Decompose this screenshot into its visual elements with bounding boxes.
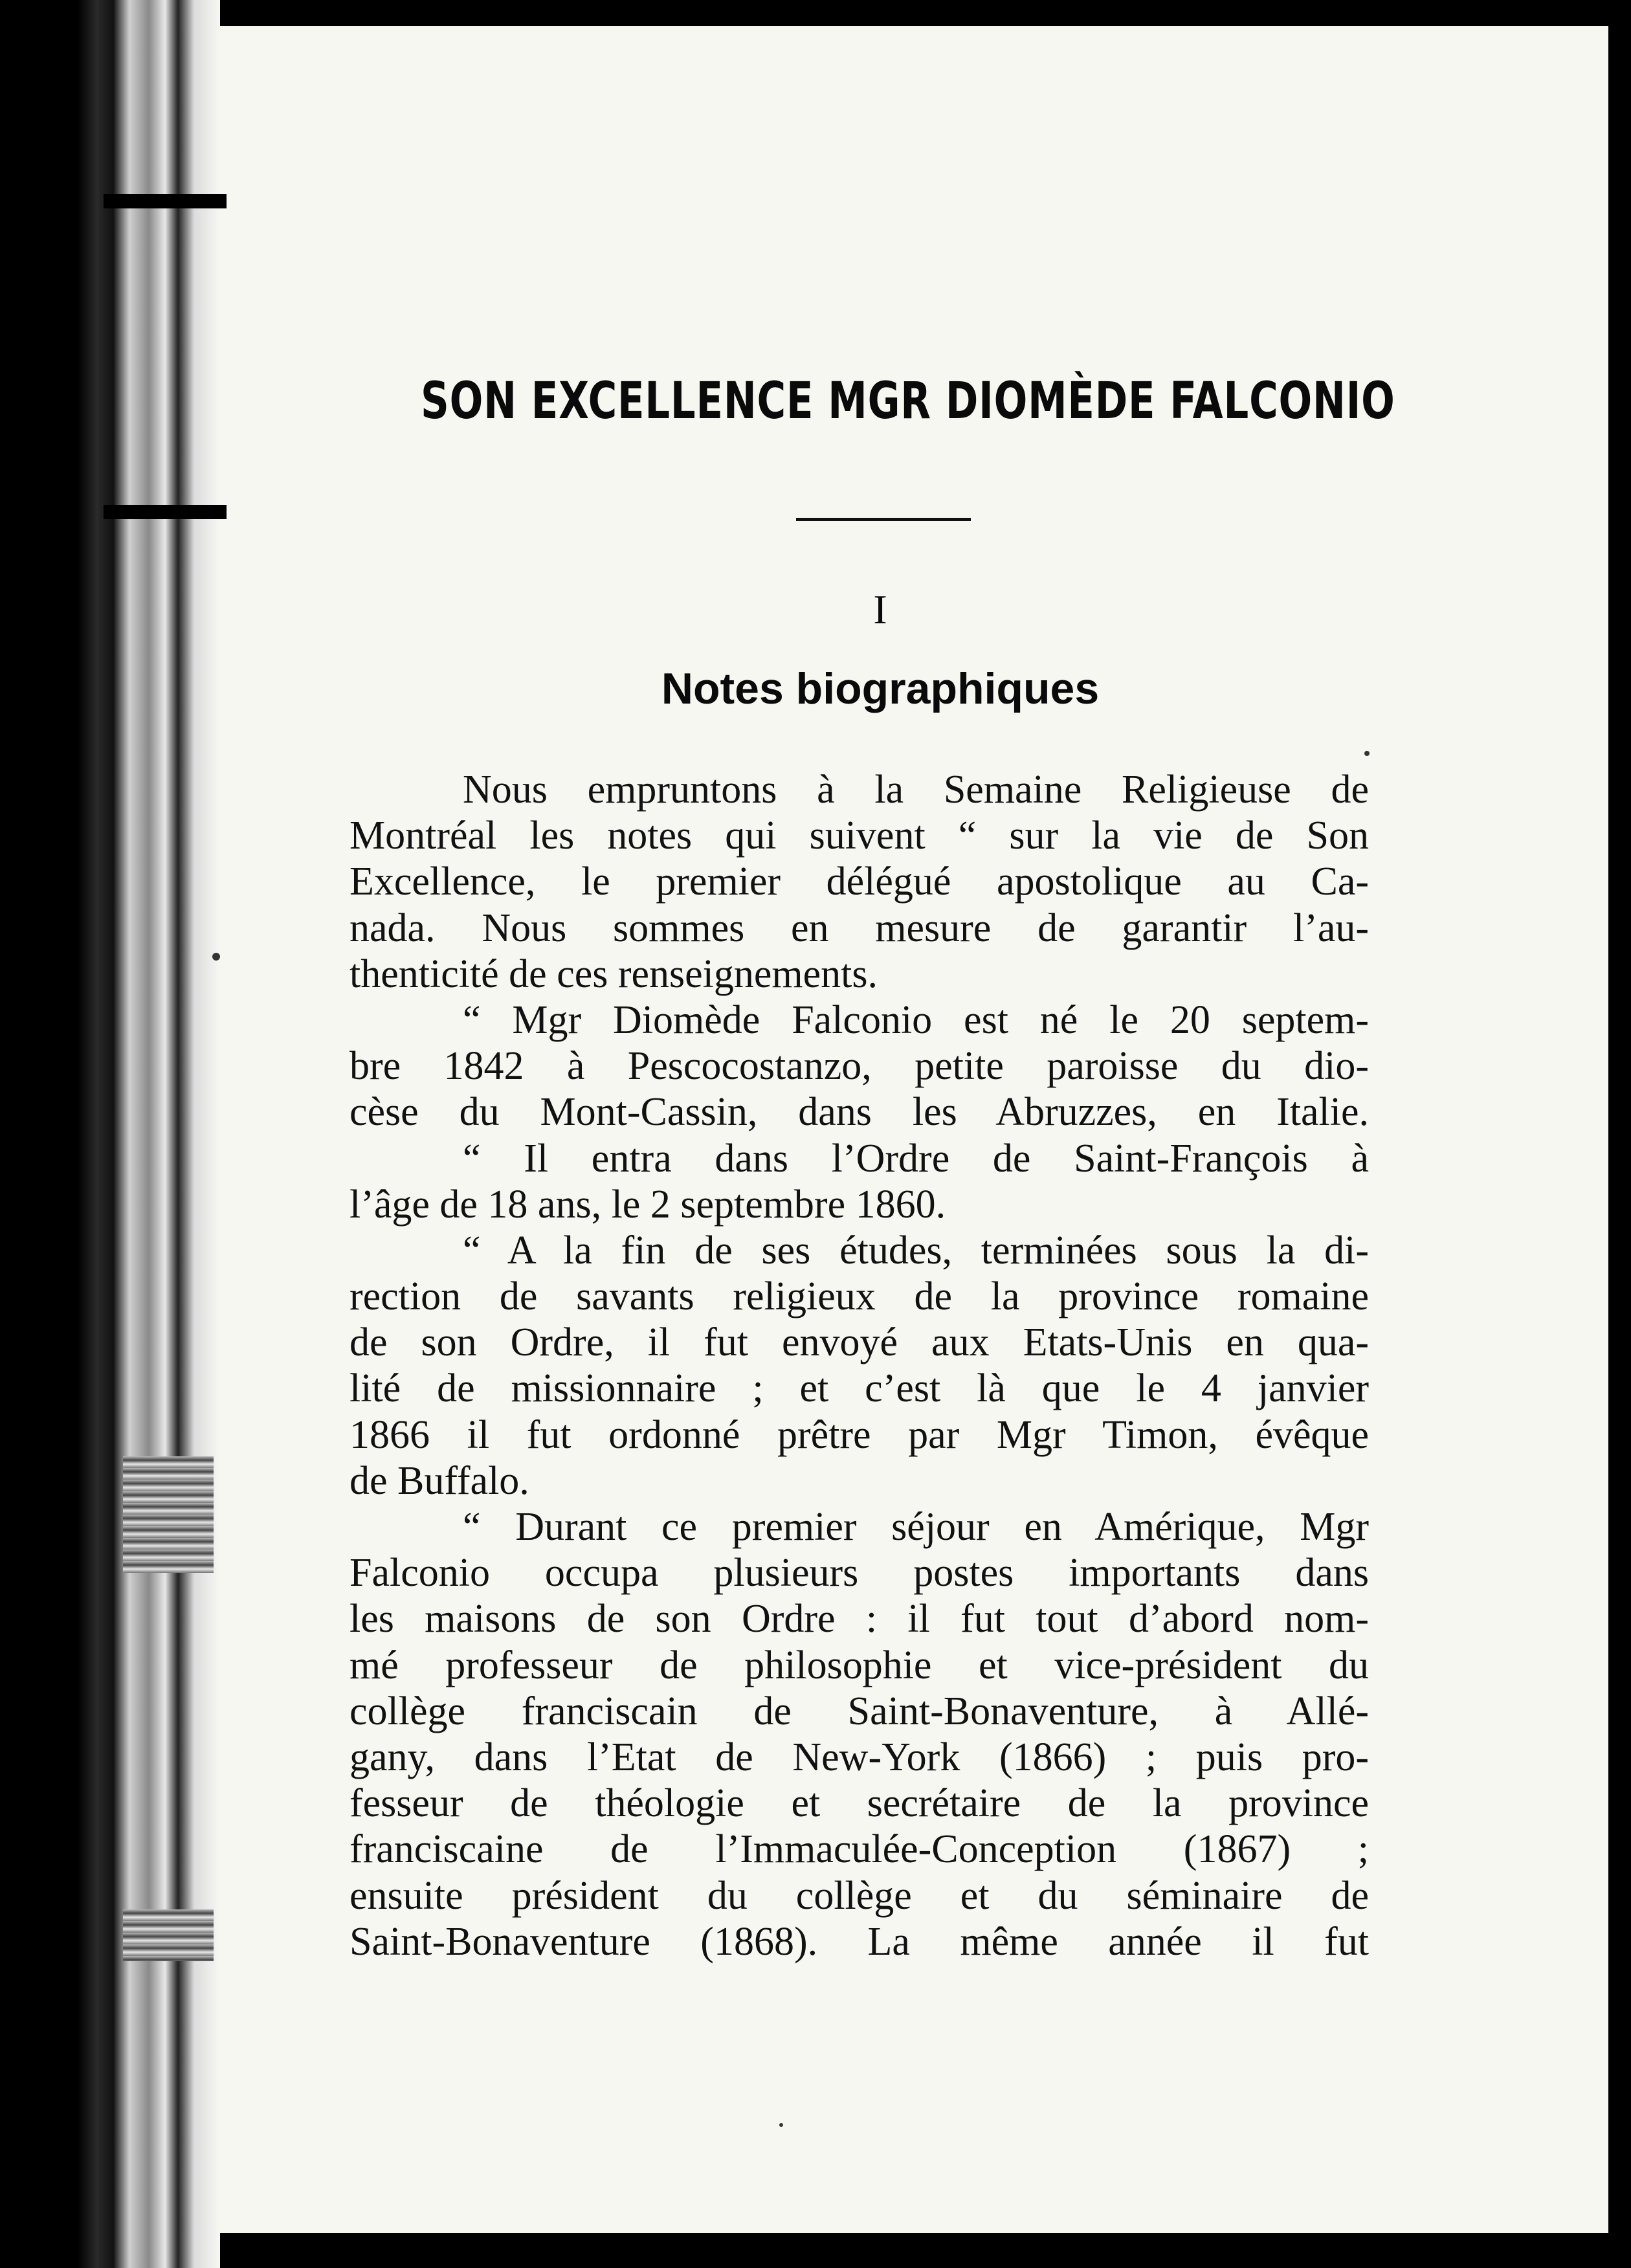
section-number: I: [873, 586, 887, 632]
text-line: nada. Nous sommes en mesure de garantir l’au-: [350, 906, 1369, 950]
title-rule: [796, 518, 971, 521]
text-line: “ Il entra dans l’Ordre de Saint-François à: [463, 1136, 1369, 1181]
body-text: [350, 767, 1369, 1965]
text-line: l’âge de 18 ans, le 2 septembre 1860.: [350, 1182, 946, 1227]
binding-stitch: [104, 194, 227, 208]
text-line: fesseur de théologie et secrétaire de la province: [350, 1781, 1369, 1826]
text-line: les maisons de son Ordre : il fut tout d’abord nom-: [350, 1597, 1369, 1641]
text-line: Excellence, le premier délégué apostolique au Ca-: [350, 860, 1369, 904]
text-line: 1866 il fut ordonné prêtre par Mgr Timon, évêque: [350, 1412, 1369, 1457]
text-line: “ Mgr Diomède Falconio est né le 20 septem-: [463, 997, 1369, 1042]
text-line: franciscaine de l’Immaculée-Conception (1867) ;: [350, 1827, 1369, 1872]
text-line: de son Ordre, il fut envoyé aux Etats-Unis en qua-: [350, 1320, 1369, 1365]
text-line: cèse du Mont-Cassin, dans les Abruzzes, en Italie.: [350, 1090, 1369, 1135]
text-line: Falconio occupa plusieurs postes importants dans: [350, 1551, 1369, 1595]
text-line: Montréal les notes qui suivent “ sur la vie de Son: [350, 814, 1369, 858]
ink-speck: [779, 2123, 783, 2127]
page-title: SON EXCELLENCE MGR DIOMÈDE FALCONIO: [421, 372, 1395, 430]
text-line: bre 1842 à Pescocostanzo, petite paroisse du dio-: [350, 1044, 1369, 1089]
binding-tear: [123, 1456, 214, 1573]
section-title: Notes biographiques: [661, 664, 1100, 713]
text-line: ensuite président du collège et du séminaire de: [350, 1873, 1369, 1918]
text-line: “ Durant ce premier séjour en Amérique, Mgr: [463, 1505, 1369, 1549]
text-line: collège franciscain de Saint-Bonaventure, à Allé-: [350, 1689, 1369, 1733]
ink-speck: [212, 953, 220, 961]
text-line: thenticité de ces renseignements.: [350, 951, 878, 996]
text-line: Nous empruntons à la Semaine Religieuse de: [463, 768, 1369, 812]
ink-speck: [1364, 751, 1370, 756]
binding-stitch: [104, 505, 227, 519]
text-line: “ A la fin de ses études, terminées sous la di-: [463, 1228, 1369, 1273]
text-line: rection de savants religieux de la province romaine: [350, 1274, 1369, 1319]
text-line: lité de missionnaire ; et c’est là que le 4 janvier: [350, 1366, 1369, 1411]
text-line: mé professeur de philosophie et vice-président du: [350, 1643, 1369, 1687]
text-line: Saint-Bonaventure (1868). La même année il fut: [350, 1919, 1369, 1964]
text-line: gany, dans l’Etat de New-York (1866) ; puis pro-: [350, 1735, 1369, 1779]
binding-tear: [123, 1909, 214, 1961]
text-line: de Buffalo.: [350, 1458, 529, 1503]
